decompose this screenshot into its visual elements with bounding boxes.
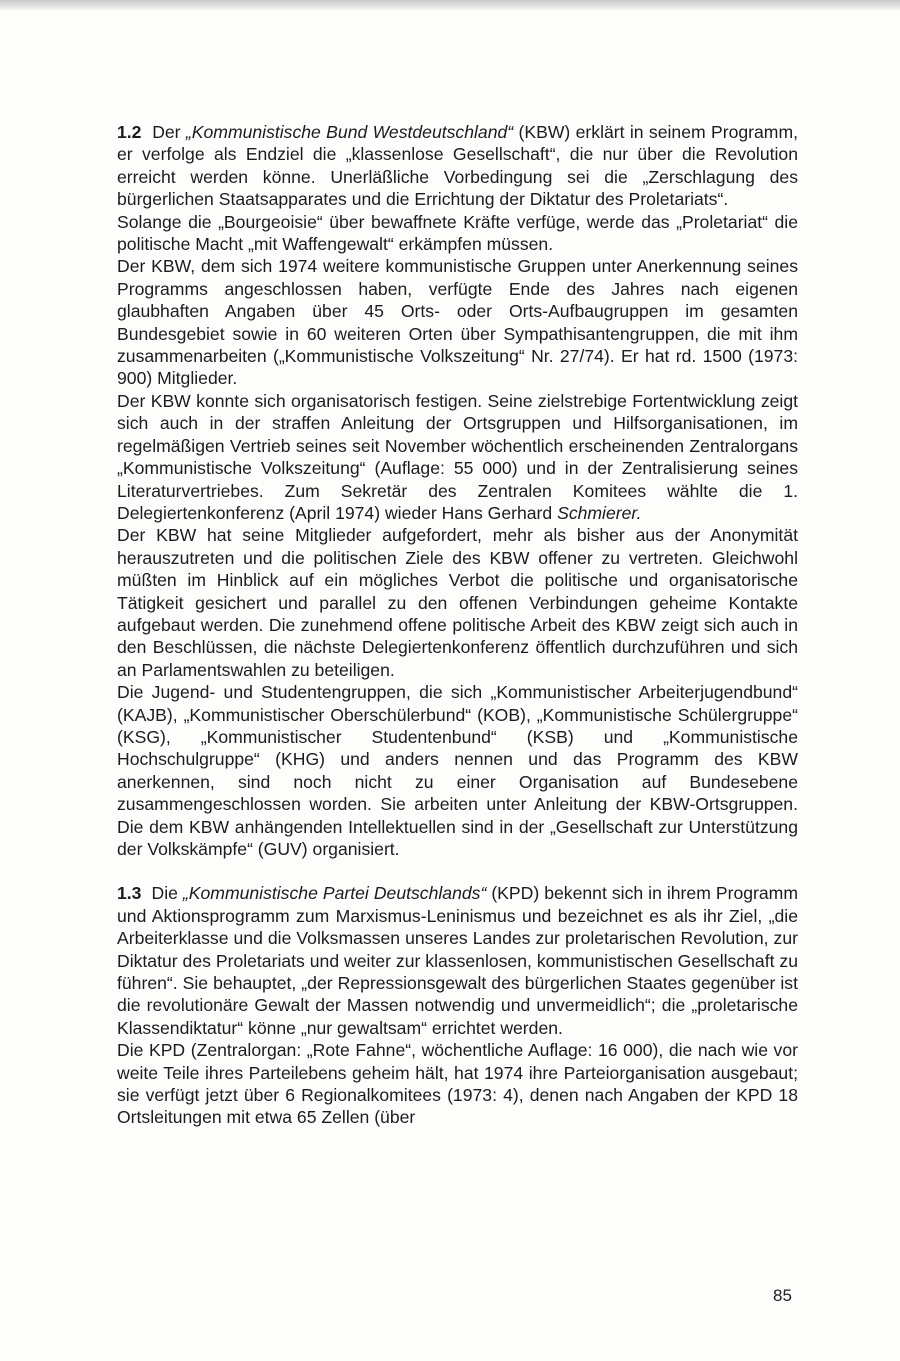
paragraph — [117, 211, 798, 256]
paragraph-text — [117, 883, 798, 1037]
section-1-3 — [117, 882, 798, 1128]
section-number: 1.3 — [117, 883, 142, 904]
italic-text: „Kommunistische Partei Deutschlands“ — [182, 883, 487, 904]
paragraph — [117, 390, 798, 524]
text-run: Der KBW, dem sich 1974 weitere kommunistische Gruppen unter Anerkennung seines Programms angeschlossen haben, verfügte Ende des Jahres nach eigenen glaubhaften Angaben über 45 Orts- oder Orts-Aufbaugruppen im gesamten Bundesgebiet sowie in 60 weiteren Orten über Sympathisantengruppen, die mit ihm zusammenarbeiten („Kommunistische Volkszeitung“ Nr. 27/74). Er hat rd. 1500 (1973: 900) Mitglieder. — [117, 256, 798, 389]
text-run: Solange die „Bourgeoisie“ über bewaffnete Kräfte verfüge, werde das „Proletariat“ die politische Macht „mit Waffengewalt“ erkämpfen müssen. — [117, 211, 798, 255]
text-run: (KPD) bekennt sich in ihrem Programm und Aktionsprogramm zum Marxismus-Leninismus und bezeichnet es als ihr Ziel, „die Arbeiterklasse und die Volksmassen unseres Landes zur proletarischen Revolution, zur Diktatur des Proletariats und weiter zur klassenlosen, kommunistischen Gesellschaft zu führen“. Sie behauptet, „der Repressionsgewalt des bürgerlichen Staates gegenüber ist die revolutionäre Gewalt der Massen notwendig und unvermeidlich“; die „proletarische Klassendiktatur“ könne „nur gewaltsam“ errichtet werden. — [117, 883, 798, 1038]
paragraph-text — [117, 122, 798, 209]
text-run: Die Jugend- und Studentengruppen, die sich „Kommunistischer Arbeiterjugendbund“ (KAJB), „Kommunistischer Oberschülerbund“ (KOB), „Kommunistische Schülergruppe“ (KSG), „Kommunistischer Studentenbund“ (KSB) und „Kommunistische Hochschulgruppe“ (KHG) und anders nennen und das Programm des KBW anerkennen, sind noch nicht zu einer Organisation auf Bundesebene zusammengeschlossen worden. Sie arbeiten unter Anleitung der KBW-Ortsgruppen. Die dem KBW anhängenden Intellektuellen sind in der „Gesellschaft zur Unterstützung der Volkskämpfe“ (GUV) organisiert. — [117, 682, 798, 859]
paragraph — [117, 1039, 798, 1129]
paragraph — [117, 255, 798, 389]
text-run: Der — [152, 122, 186, 142]
section-1-2 — [117, 121, 798, 860]
body-text — [117, 121, 798, 1151]
text-run: (KBW) erklärt in seinem Programm, er verfolge als Endziel die „klassenlose Gesellschaft“, die nur über die Revolution erreicht werden könne. Unerläßliche Vorbedingung sei die „Zerschlagung des bürgerlichen Staatsapparates und die Errichtung der Diktatur des Proletariats“. — [117, 122, 799, 210]
text-run: Der KBW konnte sich organisatorisch festigen. Seine zielstrebige Fortentwicklung zeigt sich auch in der straffen Anleitung der Ortsgruppen und Hilfsorganisationen, im regelmäßigen Vertrieb seines seit November wöchentlich erscheinenden Zentralorgans „Kommunistische Volkszeitung“ (Auflage: 55 000) und in der Zentralisierung seines Literaturvertriebes. Zum Sekretär des Zentralen Komitees wählte die 1. Delegiertenkonferenz (April 1974) wieder Hans Gerhard — [117, 390, 798, 523]
italic-text: Schmierer. — [557, 502, 642, 523]
text-run: Die KPD (Zentralorgan: „Rote Fahne“, wöchentliche Auflage: 16 000), die nach wie vor weite Teile ihres Parteilebens geheim hält, hat 1974 ihre Parteiorganisation ausgebaut; sie verfügt jetzt über 6 Regionalkomitees (1973: 4), denen nach Angaben der KPD 18 Ortsleitungen mit etwa 65 Zellen (über — [117, 1040, 798, 1128]
paragraph — [117, 681, 798, 860]
italic-text: „Kommunistische Bund Westdeutschland“ — [185, 122, 514, 142]
page-number: 85 — [773, 1286, 792, 1305]
section-number: 1.2 — [117, 122, 142, 142]
text-run: Der KBW hat seine Mitglieder aufgefordert, mehr als bisher aus der Anonymität herauszutreten und die politischen Ziele des KBW offener zu vertreten. Gleichwohl müßten im Hinblick auf ein mögliches Verbot die politische und organisatorische Tätigkeit gesichert und parallel zu den offenen Verbindungen geheime Kontakte aufgebaut werden. Die zunehmend offene politische Arbeit des KBW zeigt sich auch in den Beschlüssen, die nächste Delegiertenkonferenz öffentlich durchzuführen und sich an Parlamentswahlen zu beteiligen. — [117, 525, 798, 680]
paragraph — [117, 121, 798, 211]
paragraph — [117, 882, 798, 1039]
page-top-edge — [0, 0, 900, 10]
paragraph — [117, 524, 798, 681]
text-run: Die — [151, 883, 183, 904]
